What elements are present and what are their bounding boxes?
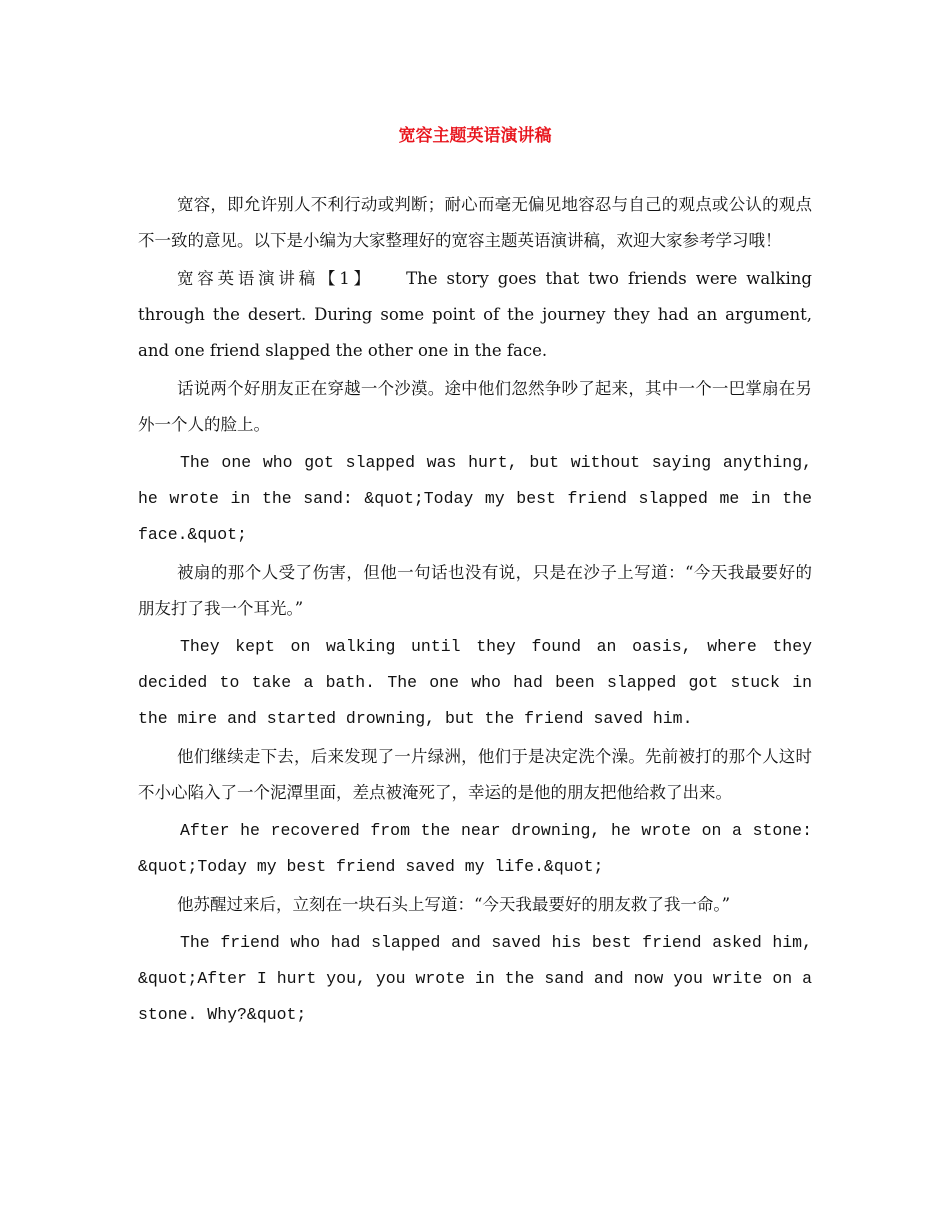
paragraph-en-2: The one who got slapped was hurt, but without saying anything, he wrote in the sand: &quot;Today my best friend slapped me in the face.&quot; <box>138 453 812 544</box>
paragraph-en-3: They kept on walking until they found an oasis, where they decided to take a bath. The one who had been slapped got stuck in the mire and started drowning, but the friend saved him. <box>138 637 812 728</box>
document-title: 宽容主题英语演讲稿 <box>398 126 552 146</box>
paragraph-zh-1: 话说两个好朋友正在穿越一个沙漠。途中他们忽然争吵了起来，其中一个一巴掌扇在另外一个人的脸上。 <box>138 379 812 434</box>
paragraph-zh-4: 他苏醒过来后，立刻在一块石头上写道：“今天我最要好的朋友救了我一命。” <box>177 895 731 914</box>
paragraph-intro: 宽容，即允许别人不利行动或判断；耐心而毫无偏见地容忍与自己的观点或公认的观点不一致的意见。以下是小编为大家整理好的宽容主题英语演讲稿，欢迎大家参考学习哦！ <box>138 195 812 250</box>
document-body <box>138 187 812 1035</box>
paragraph-en-5: The friend who had slapped and saved his best friend asked him, &quot;After I hurt you, you wrote in the sand and now you write on a stone. Why?&quot; <box>138 933 812 1024</box>
paragraph-en-4: After he recovered from the near drowning, he wrote on a stone: &quot;Today my best friend saved my life.&quot; <box>138 821 812 876</box>
paragraph-zh-2: 被扇的那个人受了伤害，但他一句话也没有说，只是在沙子上写道：“今天我最要好的朋友打了我一个耳光。” <box>138 563 812 618</box>
paragraph-zh-3: 他们继续走下去，后来发现了一片绿洲，他们于是决定洗个澡。先前被打的那个人这时不小心陷入了一个泥潭里面，差点被淹死了，幸运的是他的朋友把他给救了出来。 <box>138 747 812 802</box>
paragraph-speech-1-start: 宽容英语演讲稿【1】 The story goes that two friends were walking through the desert. During some point of the journey they had an argument, and one friend slapped the other one in the face. <box>138 269 812 360</box>
